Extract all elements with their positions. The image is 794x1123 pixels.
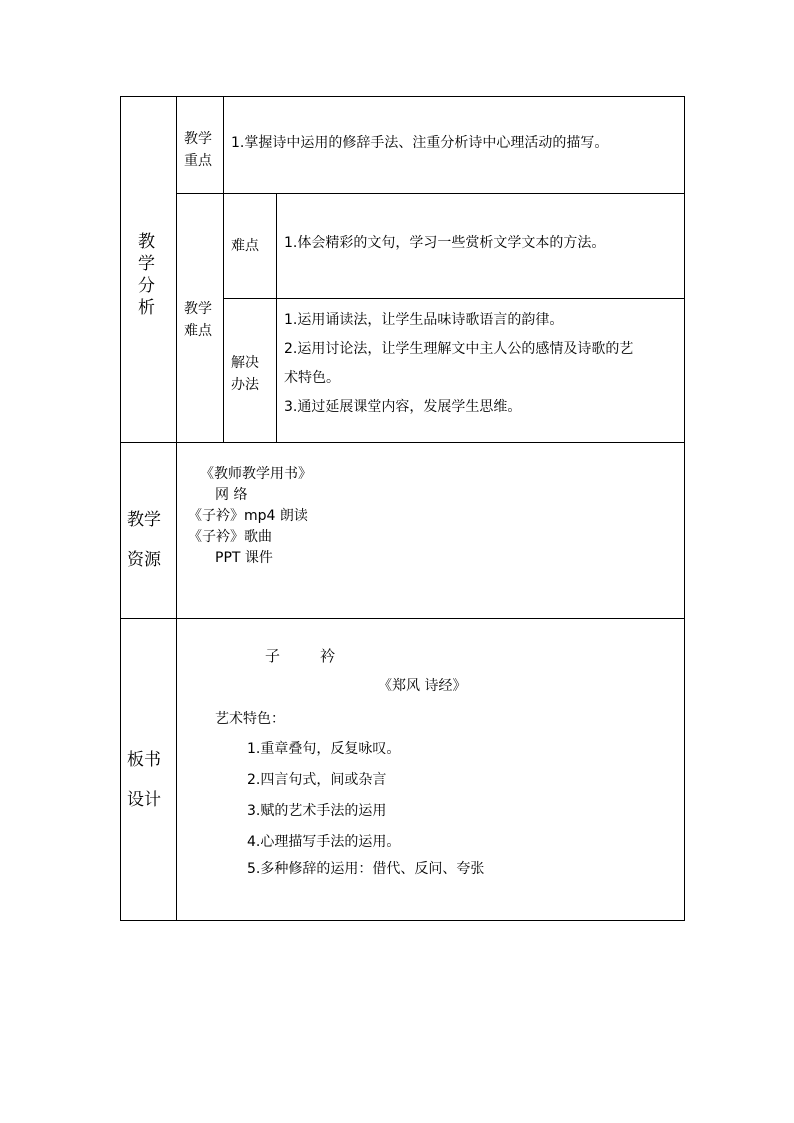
solution-item: 术特色。 bbox=[284, 370, 340, 386]
resources-label bbox=[127, 500, 161, 580]
board-item: 3.赋的艺术手法的运用 bbox=[247, 803, 387, 819]
analysis-label-char: 析 bbox=[138, 298, 155, 318]
board-label bbox=[127, 740, 161, 820]
analysis-section-label bbox=[138, 231, 155, 319]
solution-item: 1.运用诵读法，让学生品味诗歌语言的韵律。 bbox=[284, 312, 564, 328]
key-points-text: 1.掌握诗中运用的修辞手法、注重分析诗中心理活动的描写。 bbox=[231, 135, 609, 151]
difficulties-label-line: 难点 bbox=[184, 323, 212, 339]
analysis-label-char: 学 bbox=[138, 254, 155, 274]
resources-label-line: 教学 bbox=[127, 510, 161, 530]
solution-label-line: 办法 bbox=[231, 377, 259, 393]
solution-label bbox=[231, 352, 259, 396]
analysis-label-char: 教 bbox=[138, 232, 155, 252]
key-points-label-line: 重点 bbox=[184, 153, 212, 169]
analysis-label-char: 分 bbox=[138, 276, 155, 296]
board-label-line: 设计 bbox=[127, 790, 161, 810]
board-item: 5.多种修辞的运用：借代、反问、夸张 bbox=[247, 861, 485, 877]
board-item: 1.重章叠句，反复咏叹。 bbox=[247, 741, 401, 757]
key-points-label-line: 教学 bbox=[184, 131, 212, 147]
resource-item: 《教师教学用书》 bbox=[200, 466, 312, 482]
board-label-line: 板书 bbox=[127, 750, 161, 770]
difficulties-label-line: 教学 bbox=[184, 301, 212, 317]
board-item: 4.心理描写手法的运用。 bbox=[247, 834, 401, 850]
board-heading: 艺术特色： bbox=[215, 711, 285, 727]
key-points-label bbox=[184, 128, 212, 172]
difficulty-text: 1.体会精彩的文句，学习一些赏析文学文本的方法。 bbox=[284, 235, 606, 251]
board-title-left: 子 bbox=[265, 647, 281, 665]
board-title-right: 衿 bbox=[320, 647, 336, 665]
solution-item: 2.运用讨论法，让学生理解文中主人公的感情及诗歌的艺 bbox=[284, 341, 634, 357]
resource-item: 《子衿》mp4 朗读 bbox=[188, 508, 308, 524]
board-item: 2.四言句式，间或杂言 bbox=[247, 772, 387, 788]
resource-item: 网 络 bbox=[215, 487, 248, 503]
resources-label-line: 资源 bbox=[127, 550, 161, 570]
solution-label-line: 解决 bbox=[231, 355, 259, 371]
board-source: 《郑风 诗经》 bbox=[378, 678, 467, 694]
difficulties-label bbox=[184, 298, 212, 342]
resource-item: 《子衿》歌曲 bbox=[188, 529, 272, 545]
resource-item: PPT 课件 bbox=[215, 550, 273, 566]
solution-item: 3.通过延展课堂内容，发展学生思维。 bbox=[284, 399, 522, 415]
difficulty-label: 难点 bbox=[231, 238, 259, 254]
